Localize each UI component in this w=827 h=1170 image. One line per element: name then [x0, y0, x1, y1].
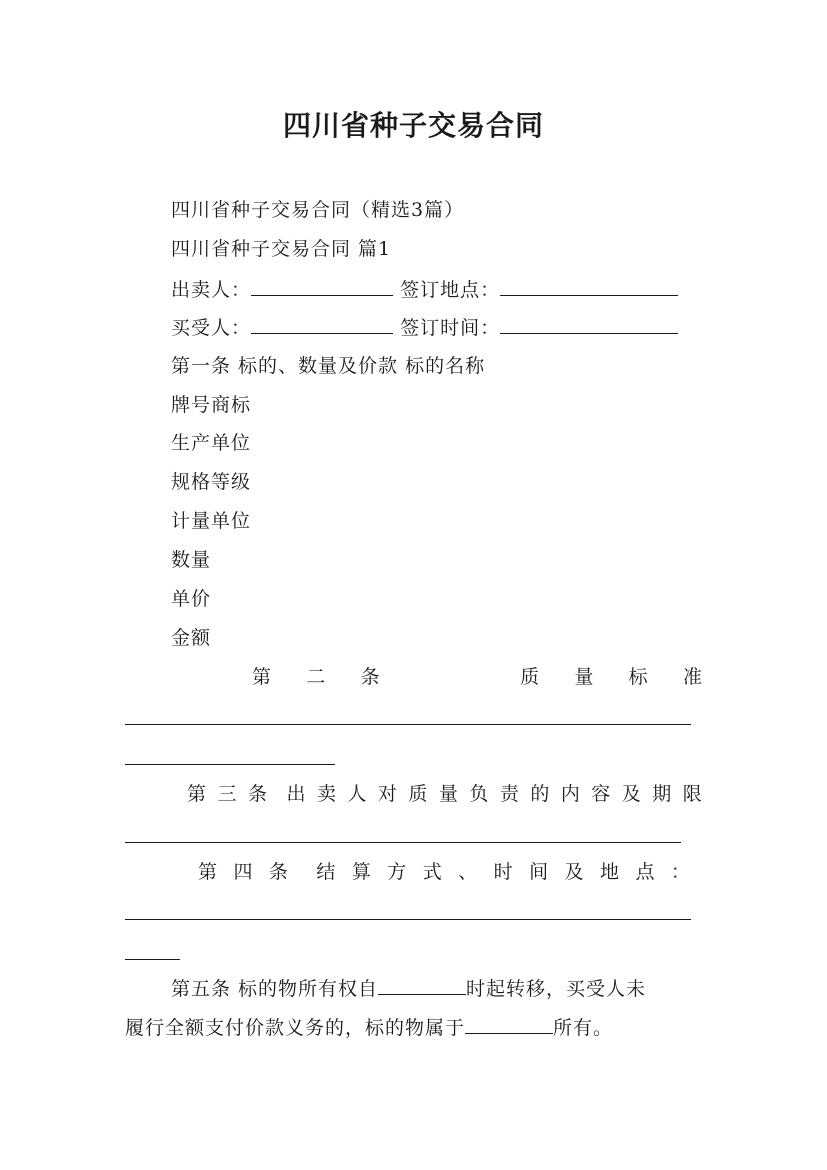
article-5-line-1 [171, 976, 646, 1001]
intro-line: 四川省种子交易合同（精选3篇） [171, 199, 465, 221]
article-4-char: 间 [529, 861, 549, 883]
seller-blank [251, 277, 393, 296]
article-4-char: 条 [268, 861, 288, 883]
sign-place-label: 签订地点： [400, 279, 501, 301]
buyer-blank [251, 315, 393, 334]
item-label: 金额 [171, 627, 212, 649]
article-3-char: 条 [247, 783, 267, 805]
article-4-char: 四 [233, 861, 253, 883]
item-label: 生产单位 [171, 432, 252, 454]
article-3-char: 量 [438, 783, 458, 805]
article-4-char: 及 [564, 861, 584, 883]
article-2-char: 条 [360, 666, 380, 688]
article-3 [187, 782, 702, 806]
article-2-char: 准 [682, 666, 702, 688]
article-5-blank [465, 1015, 553, 1034]
article-3-char: 卖 [316, 783, 336, 805]
seller-label: 出卖人： [171, 279, 252, 301]
article-3-char: 第 [187, 783, 207, 805]
article-4-char: 地 [599, 861, 619, 883]
buyer-row [171, 315, 678, 340]
article-2 [252, 665, 702, 689]
article-4-char: 式 [422, 861, 442, 883]
article-4-blank-line [125, 919, 691, 920]
article-3-char: 人 [347, 783, 367, 805]
article-2-char: 标 [628, 666, 648, 688]
article-3-char: 期 [652, 783, 672, 805]
article-4-blank-line [125, 959, 180, 960]
article-3-char: 责 [499, 783, 519, 805]
item-label: 单价 [171, 588, 212, 610]
article-2-blank-line [125, 724, 691, 725]
article-4-char: 算 [351, 861, 371, 883]
article-5-text: 时起转移，买受人未 [466, 978, 647, 1000]
article-3-char: 出 [286, 783, 306, 805]
seller-row [171, 277, 678, 302]
article-1: 第一条 标的、数量及价款 标的名称 [171, 355, 486, 377]
buyer-label: 买受人： [171, 317, 252, 339]
article-3-char: 质 [408, 783, 428, 805]
sign-time-blank [500, 315, 678, 334]
article-4-char: 时 [493, 861, 513, 883]
article-4 [198, 860, 690, 884]
article-3-char: 容 [591, 783, 611, 805]
article-3-char: 限 [682, 783, 702, 805]
document-title: 四川省种子交易合同 [282, 109, 544, 142]
article-5-text: 第五条 标的物所有权自 [171, 978, 379, 1000]
article-2-char: 二 [306, 666, 326, 688]
article-3-char: 的 [530, 783, 550, 805]
article-3-char: 三 [217, 783, 237, 805]
article-5-text: 履行全额支付价款义务的，标的物属于 [125, 1017, 466, 1039]
article-2-char: 量 [574, 666, 594, 688]
item-label: 计量单位 [171, 510, 252, 532]
article-2-char: 质 [520, 666, 540, 688]
article-4-char: ： [670, 861, 690, 883]
article-4-char: 结 [316, 861, 336, 883]
article-4-char: 点 [635, 861, 655, 883]
article-4-char: 第 [198, 861, 218, 883]
sign-time-label: 签订时间： [400, 317, 501, 339]
article-2-blank-line [125, 764, 335, 765]
article-4-char: 、 [458, 861, 478, 883]
article-4-char: 方 [387, 861, 407, 883]
article-2-char: 第 [252, 666, 272, 688]
article-3-char: 内 [560, 783, 580, 805]
sign-place-blank [500, 277, 678, 296]
item-label: 规格等级 [171, 471, 252, 493]
article-5-blank [378, 976, 466, 995]
article-5-line-2 [125, 1015, 613, 1040]
article-3-char: 对 [377, 783, 397, 805]
part-heading: 四川省种子交易合同 篇1 [171, 238, 392, 260]
article-3-char: 及 [621, 783, 641, 805]
article-3-char: 负 [469, 783, 489, 805]
article-3-blank-line [125, 842, 681, 843]
item-label: 牌号商标 [171, 394, 252, 416]
item-label: 数量 [171, 549, 212, 571]
article-5-text: 所有。 [553, 1017, 614, 1039]
